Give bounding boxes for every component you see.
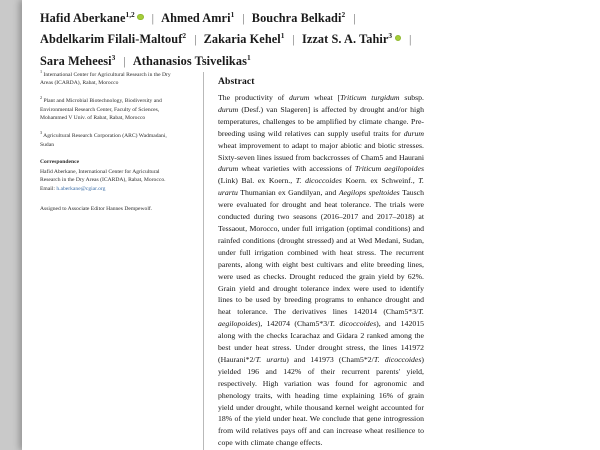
species-name: T. dicoccoides xyxy=(329,319,377,329)
email-link[interactable]: h.aberkane@cgiar.org xyxy=(56,185,106,192)
affiliation-marker: 1 xyxy=(246,52,251,62)
author-separator: | xyxy=(123,53,126,68)
author-name: Bouchra Belkadi$^2$ xyxy=(251,10,346,26)
affiliation-marker: 3 xyxy=(111,52,116,62)
species-name: durum xyxy=(218,104,239,114)
affiliation-text: International Center for Agricultural Research in the Dry Areas (ICARDA), Rabat, Morocco xyxy=(40,71,171,87)
author-name: Sara Meheesi$^3$ xyxy=(40,52,116,68)
author-separator: | xyxy=(409,32,412,47)
email-label: Email: xyxy=(40,185,57,192)
affiliation-item xyxy=(40,129,176,149)
author-name: Abdelkarim Filali-Maltouf$^2$ xyxy=(40,31,187,47)
author-name: Izzat S. A. Tahir$^3$ xyxy=(302,32,401,46)
affiliation-marker: 1 xyxy=(40,69,43,74)
author-name: Athanasios Tsivelikas$^1$ xyxy=(132,52,251,68)
affiliation-text: Agricultural Research Corporation (ARC) Wadmadani, Sudan xyxy=(40,133,167,148)
affiliation-item xyxy=(40,68,176,88)
species-name: T. aegilopoides xyxy=(218,307,424,329)
affiliation-marker: 1,2 xyxy=(125,10,135,19)
species-name: durum xyxy=(289,93,310,102)
author-separator: | xyxy=(194,32,197,47)
correspondence-email-line xyxy=(40,185,176,194)
species-name: durum xyxy=(218,164,239,174)
affiliation-list xyxy=(40,68,176,149)
affiliation-marker: 2 xyxy=(341,10,346,19)
affiliation-marker: 1 xyxy=(230,10,235,19)
author-separator: | xyxy=(242,11,245,26)
species-name: T. urartu xyxy=(218,176,424,198)
author-line xyxy=(40,49,480,70)
author-name: Hafid Aberkane$^{1,2}$ xyxy=(40,11,144,25)
sidebar-metadata xyxy=(40,68,176,214)
affiliation-marker: 2 xyxy=(40,95,43,101)
author-separator: | xyxy=(353,11,356,26)
author-name: Ahmed Amri$^1$ xyxy=(161,10,235,26)
author-line xyxy=(40,6,480,27)
abstract-heading: Abstract xyxy=(218,76,255,87)
affiliation-marker: 3 xyxy=(388,31,393,41)
abstract-body: The productivity of durum wheat [Triticum turgidum subsp. durum (Desf.) van Slageren] is affected by drought and/or high temperatures, challenges to be amplified by climate change. Pre-breeding using wild relatives can supply useful traits for durum wheat improvement to adapt to major abiotic and biotic stresses. Sixty-seven lines issued from backcrosses of Cham5 and Haurani durum wheat varieties with accessions of Triticum aegilopoides (Link) Bal. ex Koern., T. dicoccoides Koern. ex Schweinf., T. urartu Thumanian ex Gandilyan, and Aegilops speltoides Tausch were evaluated for drought and heat tolerance. The trials were conducted during two seasons (2016–2017 and 2017–2018) at Tessaout, Morocco, under full irrigation (optimal conditions) and rainfed conditions (drought stressed) and at Wed Medani, Sudan, under full irrigation combined with heat stress. The recurrent parents, along with eight best cultivars and elite breeding lines, were used as checks. Drought reduced the grain yield by 62%. Grain yield and drought tolerance index were used to identify lines to be used by breeding programs to enhance drought and heat tolerance. The derivatives lines 142014 (Cham5*3/T. aegilopoides), 142074 (Cham5*3/T. dicoccoides), and 142015 along with the checks Icarachaz and Gidara 2 ranked among the best under heat stress. Under drought stress, the lines 141972 (Haurani*2/T. urartu) and 141973 (Cham5*2/T. dicoccoides) yielded 196 and 142% of their recurrent parents' yield, respectively. High variation was found for agronomic and phenology traits, with heading time explaining 16% of grain yield under drought, while thousand kernel weight accounted for 18% of the yield under heat. We conclude that gene introgression from wild relatives pays off and can increase wheat resilience to cope with climate change effects. xyxy=(218,93,425,448)
author-separator: | xyxy=(151,11,155,26)
species-name: Triticum aegilopoides xyxy=(354,164,424,174)
species-name: T. dicoccoides xyxy=(373,354,422,364)
column-divider xyxy=(203,72,204,450)
correspondence-body: Hafid Aberkane, International Center for Agricultural Research in the Dry Areas (ICARDA), Rabat, Morocco. xyxy=(40,168,166,184)
species-name: Aegilops speltoides xyxy=(338,188,400,198)
paper-page xyxy=(22,0,600,450)
author-list xyxy=(40,6,480,70)
page-content xyxy=(22,0,600,450)
species-name: Triticum turgidum xyxy=(340,93,400,102)
affiliation-item xyxy=(40,94,176,122)
associate-editor-note: Assigned to Associate Editor Hannes Dempewolf. xyxy=(40,206,153,213)
author-separator: | xyxy=(292,32,295,47)
author-line xyxy=(40,27,480,48)
species-name: durum xyxy=(403,128,424,138)
correspondence-heading: Correspondence xyxy=(40,159,80,166)
affiliation-marker: 3 xyxy=(40,130,43,136)
affiliation-marker: 2 xyxy=(182,31,187,41)
affiliation-marker: 1 xyxy=(280,31,285,41)
species-name: T. dicoccoides xyxy=(295,176,342,186)
author-name: Zakaria Kehel$^1$ xyxy=(203,31,285,47)
affiliation-text: Plant and Microbial Biotechnology, Biodiversity and Environmental Research Center, Faculty of Sciences, Mohammed V Univ. of Rabat, Rabat, Morocco xyxy=(40,98,162,122)
species-name: T. urartu xyxy=(255,354,287,364)
abstract-section xyxy=(218,76,424,449)
